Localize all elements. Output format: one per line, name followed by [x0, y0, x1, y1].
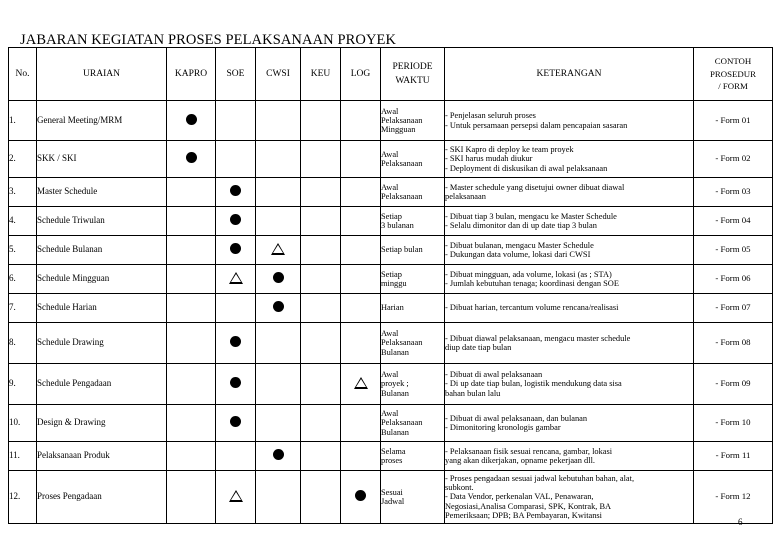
cell-soe — [216, 178, 256, 207]
header-no: No. — [9, 48, 37, 101]
row-form: - Form 11 — [694, 442, 773, 471]
cell-log — [341, 442, 381, 471]
row-keterangan — [445, 364, 694, 405]
header-contoh-line: PROSEDUR — [710, 68, 756, 79]
keterangan-line: - Pelaksanaan fisik sesuai rencana, gambar, lokasi — [445, 446, 613, 456]
row-uraian: Design & Drawing — [37, 405, 167, 442]
row-form: - Form 07 — [694, 294, 773, 323]
header-cwsi: CWSI — [256, 48, 301, 101]
periode-line: 3 bulanan — [381, 221, 414, 230]
periode-line: Awal — [381, 106, 399, 116]
cell-soe — [216, 471, 256, 524]
row-uraian: General Meeting/MRM — [37, 101, 167, 141]
cell-cwsi — [256, 236, 301, 265]
cell-keu — [301, 323, 341, 364]
row-keterangan — [445, 178, 694, 207]
table-row — [9, 207, 773, 236]
keterangan-line: - Dibuat diawal pelaksanaan, mengacu master schedule — [445, 333, 631, 343]
row-uraian: Schedule Triwulan — [37, 207, 167, 236]
row-keterangan — [445, 442, 694, 471]
cell-keu — [301, 405, 341, 442]
row-number: 5. — [9, 236, 37, 265]
row-form: - Form 02 — [694, 141, 773, 178]
cell-kapro — [167, 265, 216, 294]
cell-log — [341, 294, 381, 323]
table-row — [9, 101, 773, 141]
filled-circle-icon — [230, 243, 241, 254]
row-uraian: Pelaksanaan Produk — [37, 442, 167, 471]
row-periode — [381, 141, 445, 178]
header-row — [9, 48, 773, 101]
cell-soe — [216, 405, 256, 442]
row-form: - Form 12 — [694, 471, 773, 524]
keterangan-line: Negosiasi,Analisa Comparasi, SPK, Kontrak, BA — [445, 501, 612, 511]
cell-cwsi — [256, 405, 301, 442]
periode-line: Sesuai — [381, 487, 403, 497]
header-keu: KEU — [301, 48, 341, 101]
periode-line: Pelaksanaan — [381, 418, 423, 428]
periode-line: Bulanan — [381, 347, 409, 357]
row-form: - Form 10 — [694, 405, 773, 442]
row-form: - Form 09 — [694, 364, 773, 405]
row-number: 6. — [9, 265, 37, 294]
row-number: 4. — [9, 207, 37, 236]
cell-keu — [301, 442, 341, 471]
cell-keu — [301, 471, 341, 524]
keterangan-line: yang akan dikerjakan, opname pekerjaan dll. — [445, 456, 595, 465]
row-form: - Form 03 — [694, 178, 773, 207]
header-keterangan: KETERANGAN — [445, 48, 694, 101]
cell-cwsi — [256, 323, 301, 364]
periode-line: Awal — [381, 409, 399, 419]
row-uraian: Master Schedule — [37, 178, 167, 207]
cell-log — [341, 364, 381, 405]
filled-circle-icon — [355, 490, 366, 501]
cell-soe — [216, 294, 256, 323]
periode-line: Awal — [381, 329, 399, 339]
header-soe: SOE — [216, 48, 256, 101]
row-keterangan — [445, 471, 694, 524]
cell-log — [341, 178, 381, 207]
filled-circle-icon — [230, 214, 241, 225]
table-row — [9, 442, 773, 471]
table-row — [9, 265, 773, 294]
periode-line: Setiap — [381, 211, 402, 221]
row-form: - Form 04 — [694, 207, 773, 236]
periode-line: Pelaksanaan — [381, 338, 423, 348]
keterangan-line: - SKI Kapro di deploy ke team proyek — [445, 145, 574, 155]
table-row — [9, 178, 773, 207]
row-number: 2. — [9, 141, 37, 178]
cell-kapro — [167, 364, 216, 405]
cell-kapro — [167, 178, 216, 207]
keterangan-line: bahan bulan lalu — [445, 388, 501, 398]
cell-kapro — [167, 294, 216, 323]
cell-kapro — [167, 236, 216, 265]
filled-circle-icon — [230, 336, 241, 347]
periode-line: Jadwal — [381, 497, 405, 506]
cell-log — [341, 265, 381, 294]
periode-line: minggu — [381, 279, 407, 288]
keterangan-line: - Dukungan data volume, lokasi dari CWSI — [445, 250, 591, 259]
header-contoh-line: CONTOH — [714, 55, 752, 66]
keterangan-line: - SKI harus mudah diukur — [445, 154, 533, 164]
row-periode — [381, 323, 445, 364]
row-keterangan — [445, 405, 694, 442]
keterangan-line: - Dibuat tiap 3 bulan, mengacu ke Master Schedule — [445, 211, 617, 221]
cell-cwsi — [256, 294, 301, 323]
cell-log — [341, 405, 381, 442]
triangle-icon — [229, 490, 243, 502]
cell-log — [341, 471, 381, 524]
cell-soe — [216, 101, 256, 141]
keterangan-line: - Dibuat bulanan, mengacu Master Schedule — [445, 240, 594, 250]
row-number: 11. — [9, 442, 37, 471]
periode-line: Bulanan — [381, 427, 409, 437]
cell-soe — [216, 364, 256, 405]
keterangan-line: - Penjelasan seluruh proses — [445, 111, 536, 121]
cell-cwsi — [256, 471, 301, 524]
filled-circle-icon — [273, 301, 284, 312]
periode-line: Selama — [381, 446, 406, 456]
row-periode — [381, 405, 445, 442]
cell-cwsi — [256, 442, 301, 471]
row-number: 10. — [9, 405, 37, 442]
keterangan-line: - Master schedule yang disetujui owner dibuat diawal — [445, 182, 625, 192]
row-periode — [381, 442, 445, 471]
periode-line: Mingguan — [381, 125, 416, 135]
header-kapro: KAPRO — [167, 48, 216, 101]
header-periode-line: PERIODE — [392, 61, 433, 72]
cell-log — [341, 101, 381, 141]
cell-keu — [301, 101, 341, 141]
keterangan-line: - Dibuat di awal pelaksanaan, dan bulanan — [445, 413, 588, 423]
periode-line: Setiap bulan — [381, 245, 423, 255]
row-uraian: Schedule Harian — [37, 294, 167, 323]
periode-line: Pelaksanaan — [381, 159, 423, 168]
cell-cwsi — [256, 364, 301, 405]
row-keterangan — [445, 236, 694, 265]
cell-keu — [301, 364, 341, 405]
cell-kapro — [167, 207, 216, 236]
cell-soe — [216, 207, 256, 236]
cell-soe — [216, 323, 256, 364]
row-periode — [381, 178, 445, 207]
header-uraian: URAIAN — [37, 48, 167, 101]
periode-line: Bulanan — [381, 388, 409, 398]
keterangan-line: - Data Vendor, perkenalan VAL, Penawaran, — [445, 492, 594, 502]
row-number: 8. — [9, 323, 37, 364]
cell-keu — [301, 178, 341, 207]
row-uraian: Schedule Pengadaan — [37, 364, 167, 405]
periode-line: Pelaksanaan — [381, 192, 423, 201]
keterangan-line: - Dibuat di awal pelaksanaan — [445, 370, 543, 380]
cell-kapro — [167, 471, 216, 524]
periode-line: Awal — [381, 149, 399, 159]
row-number: 1. — [9, 101, 37, 141]
table-body — [9, 101, 773, 524]
keterangan-line: - Proses pengadaan sesuai jadwal kebutuhan bahan, alat, — [445, 474, 635, 484]
table-row — [9, 141, 773, 178]
row-form: - Form 06 — [694, 265, 773, 294]
row-number: 3. — [9, 178, 37, 207]
row-uraian: Schedule Bulanan — [37, 236, 167, 265]
row-periode — [381, 207, 445, 236]
header-contoh — [694, 48, 773, 101]
page-number: 6 — [738, 517, 743, 527]
cell-cwsi — [256, 141, 301, 178]
periode-line: Setiap — [381, 269, 402, 279]
keterangan-line: - Dimonitoring kronologis gambar — [445, 423, 561, 432]
row-periode — [381, 294, 445, 323]
cell-kapro — [167, 141, 216, 178]
row-keterangan — [445, 141, 694, 178]
row-keterangan — [445, 101, 694, 141]
filled-circle-icon — [273, 272, 284, 283]
keterangan-line: - Selalu dimonitor dan di up date tiap 3 bulan — [445, 221, 597, 230]
row-uraian: Schedule Drawing — [37, 323, 167, 364]
table-row — [9, 236, 773, 265]
keterangan-line: - Dibuat mingguan, ada volume, lokasi (as ; STA) — [445, 269, 612, 279]
cell-kapro — [167, 323, 216, 364]
table-row — [9, 405, 773, 442]
cell-log — [341, 236, 381, 265]
row-periode — [381, 236, 445, 265]
periode-line: proses — [381, 456, 403, 465]
row-uraian: SKK / SKI — [37, 141, 167, 178]
keterangan-line: - Deployment di diskusikan di awal pelaksanaan — [445, 163, 608, 173]
row-form: - Form 01 — [694, 101, 773, 141]
cell-soe — [216, 442, 256, 471]
cell-keu — [301, 265, 341, 294]
keterangan-line: - Untuk persamaan persepsi dalam pencapaian sasaran — [445, 120, 628, 130]
row-periode — [381, 101, 445, 141]
row-number: 7. — [9, 294, 37, 323]
cell-cwsi — [256, 101, 301, 141]
cell-keu — [301, 207, 341, 236]
cell-cwsi — [256, 207, 301, 236]
cell-kapro — [167, 442, 216, 471]
row-periode — [381, 471, 445, 524]
keterangan-line: subkont. — [445, 483, 474, 493]
header-log: LOG — [341, 48, 381, 101]
cell-soe — [216, 265, 256, 294]
row-keterangan — [445, 265, 694, 294]
periode-line: Awal — [381, 182, 399, 192]
cell-cwsi — [256, 178, 301, 207]
row-number: 9. — [9, 364, 37, 405]
cell-keu — [301, 294, 341, 323]
header-periode-line: WAKTU — [395, 76, 430, 86]
filled-circle-icon — [273, 449, 284, 460]
header-periode — [381, 48, 445, 101]
row-number: 12. — [9, 471, 37, 524]
activity-table — [8, 47, 773, 524]
filled-circle-icon — [186, 152, 197, 163]
cell-cwsi — [256, 265, 301, 294]
filled-circle-icon — [230, 416, 241, 427]
periode-line: Pelaksanaan — [381, 115, 423, 125]
cell-log — [341, 141, 381, 178]
row-keterangan — [445, 323, 694, 364]
cell-soe — [216, 236, 256, 265]
table-row — [9, 471, 773, 524]
row-uraian: Proses Pengadaan — [37, 471, 167, 524]
table-row — [9, 294, 773, 323]
triangle-icon — [271, 243, 285, 255]
cell-log — [341, 323, 381, 364]
keterangan-line: - Di up date tiap bulan, logistik mendukung data sisa — [445, 379, 622, 389]
filled-circle-icon — [230, 377, 241, 388]
row-form: - Form 08 — [694, 323, 773, 364]
filled-circle-icon — [230, 185, 241, 196]
keterangan-line: - Dibuat harian, tercantum volume rencana/realisasi — [445, 303, 619, 313]
row-periode — [381, 265, 445, 294]
keterangan-line: Pemeriksaan; DPB; BA Pembayaran, Kwitansi — [445, 510, 603, 520]
filled-circle-icon — [186, 114, 197, 125]
triangle-icon — [229, 272, 243, 284]
keterangan-line: - Jumlah kebutuhan tenaga; koordinasi dengan SOE — [445, 279, 619, 288]
row-periode — [381, 364, 445, 405]
cell-log — [341, 207, 381, 236]
cell-soe — [216, 141, 256, 178]
table-row — [9, 323, 773, 364]
keterangan-line: diup date tiap bulan — [445, 343, 512, 352]
cell-kapro — [167, 405, 216, 442]
table-row — [9, 364, 773, 405]
header-contoh-line: / FORM — [718, 81, 748, 92]
row-form: - Form 05 — [694, 236, 773, 265]
keterangan-line: pelaksanaan — [445, 192, 486, 201]
periode-line: proyek ; — [381, 379, 409, 389]
periode-line: Harian — [381, 303, 404, 313]
page-title: JABARAN KEGIATAN PROSES PELAKSANAAN PROYEK — [20, 32, 397, 48]
triangle-icon — [354, 377, 368, 389]
row-uraian: Schedule Mingguan — [37, 265, 167, 294]
periode-line: Awal — [381, 370, 399, 380]
cell-keu — [301, 141, 341, 178]
row-keterangan — [445, 207, 694, 236]
cell-keu — [301, 236, 341, 265]
cell-kapro — [167, 101, 216, 141]
row-keterangan — [445, 294, 694, 323]
